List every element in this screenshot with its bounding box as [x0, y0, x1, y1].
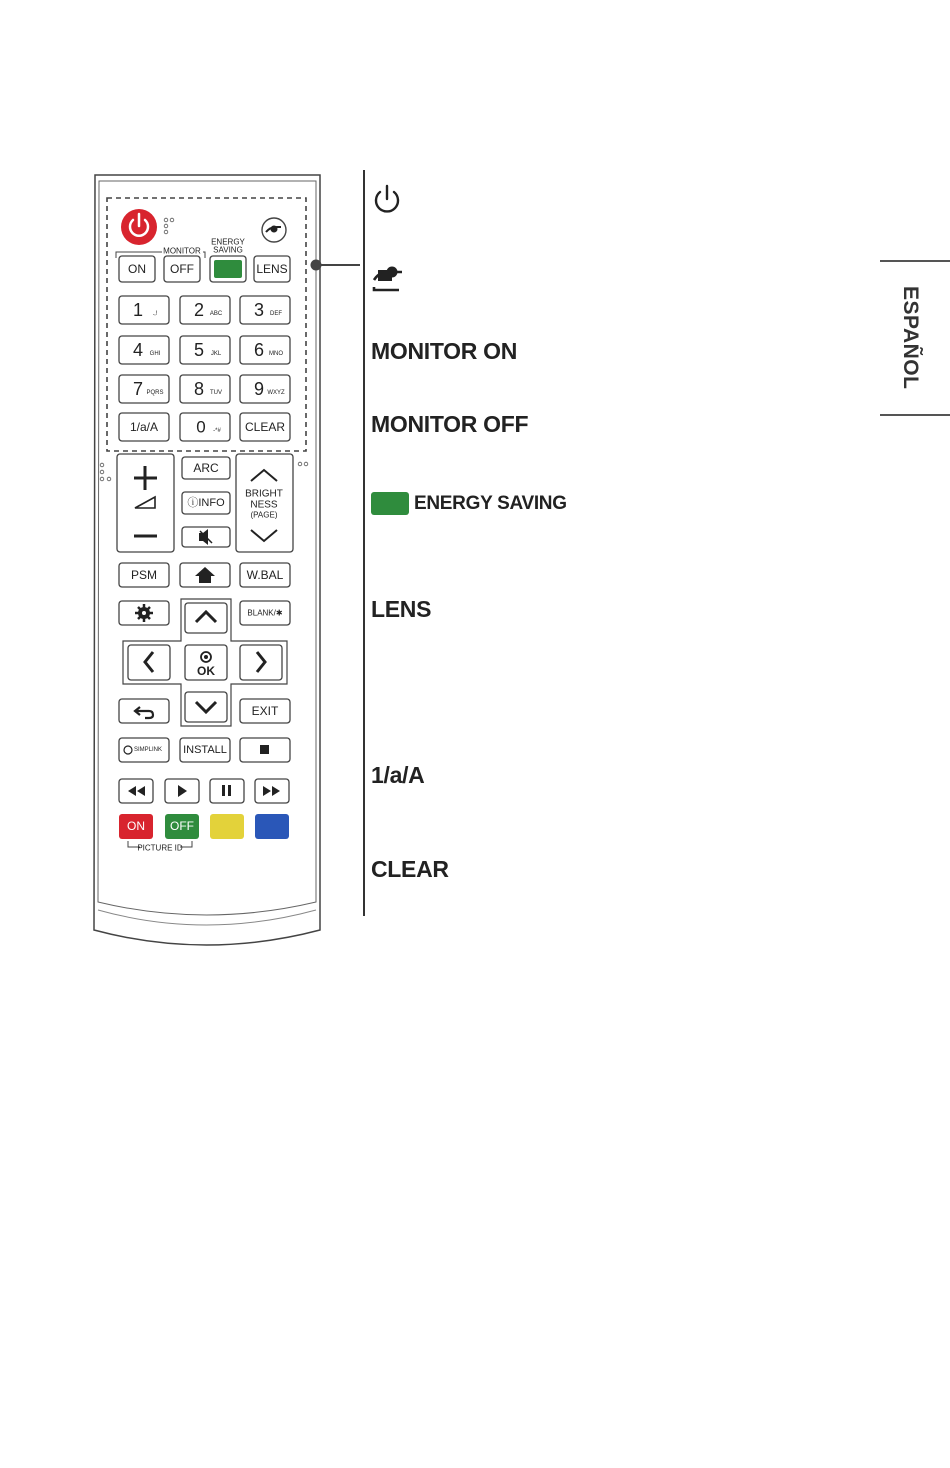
- wbal-button[interactable]: [240, 563, 290, 587]
- volume-rocker[interactable]: [117, 454, 174, 552]
- down-button[interactable]: [185, 692, 227, 722]
- psm-button[interactable]: [119, 563, 169, 587]
- number-key-letters: GHI: [149, 351, 161, 357]
- callout-lens: LENS: [371, 596, 432, 622]
- number-key-digit: 4: [132, 340, 144, 360]
- number-key-1[interactable]: [119, 296, 169, 324]
- description-divider: [363, 170, 365, 916]
- blank-button[interactable]: [240, 601, 290, 625]
- rewind-button[interactable]: [119, 779, 153, 803]
- number-key-digit: 8: [193, 379, 205, 399]
- clear-label: CLEAR: [244, 420, 286, 434]
- monitor-off-button[interactable]: [164, 256, 200, 282]
- blue-button[interactable]: [255, 814, 289, 839]
- zero-digit: 0: [196, 417, 206, 437]
- mode-key-label: 1/a/A: [129, 420, 159, 434]
- brightness-label-3: (PAGE): [250, 510, 278, 520]
- psm-label: PSM: [130, 568, 158, 582]
- number-key-letters: ABC: [209, 311, 223, 317]
- callout-monitor-on: MONITOR ON: [371, 338, 518, 364]
- lens-button[interactable]: [254, 256, 290, 282]
- monitor-off-label: OFF: [170, 262, 194, 276]
- number-key-letters: DEF: [270, 311, 282, 317]
- brightness-label-1: BRIGHT: [245, 488, 283, 500]
- number-key-letters: .,!: [152, 311, 158, 317]
- install-button[interactable]: [180, 738, 230, 762]
- monitor-on-label: ON: [128, 262, 146, 276]
- number-key-letters: TUV: [210, 390, 222, 396]
- red-picture-on-button[interactable]: [119, 814, 153, 839]
- arc-label: ARC: [193, 461, 219, 475]
- home-button[interactable]: [180, 563, 230, 587]
- zero-sub: -*#: [213, 428, 221, 434]
- fast-forward-button[interactable]: [255, 779, 289, 803]
- info-label: ⓘINFO: [187, 497, 225, 509]
- left-button[interactable]: [128, 645, 170, 680]
- install-label: INSTALL: [183, 744, 227, 756]
- callout-energy-saving: [371, 489, 567, 516]
- power-callout: [371, 183, 403, 222]
- language-tab: [880, 260, 950, 416]
- number-key-digit: 2: [193, 300, 205, 320]
- number-key-4[interactable]: [119, 336, 169, 364]
- callout-energy-saving-label: ENERGY SAVING: [414, 492, 567, 514]
- number-key-5[interactable]: [180, 336, 230, 364]
- number-key-digit: 3: [253, 300, 265, 320]
- input-icon: [371, 263, 407, 293]
- wbal-label: W.BAL: [246, 568, 284, 582]
- simplink-label: SIMPLINK: [133, 747, 163, 753]
- pause-button[interactable]: [210, 779, 244, 803]
- energy-saving-button[interactable]: [210, 256, 246, 282]
- number-key-digit: 5: [193, 340, 205, 360]
- input-callout: [371, 263, 407, 298]
- monitor-on-button[interactable]: [119, 256, 155, 282]
- stop-icon: [260, 745, 269, 754]
- blank-label: BLANK/✱: [247, 608, 283, 618]
- brightness-rocker[interactable]: [236, 454, 293, 552]
- picture-on-label: ON: [127, 819, 145, 833]
- number-key-3[interactable]: [240, 296, 290, 324]
- number-key-letters: PQRS: [146, 390, 164, 396]
- number-key-letters: JKL: [210, 351, 222, 357]
- info-button[interactable]: [182, 492, 230, 514]
- number-key-8[interactable]: [180, 375, 230, 403]
- brightness-label-2: NESS: [250, 499, 278, 511]
- arc-button[interactable]: [182, 457, 230, 479]
- number-key-digit: 9: [253, 379, 265, 399]
- right-button[interactable]: [240, 645, 282, 680]
- power-icon: [371, 183, 403, 217]
- callout-clear: CLEAR: [371, 856, 449, 882]
- number-key-9[interactable]: [240, 375, 290, 403]
- number-key-digit: 6: [253, 340, 265, 360]
- monitor-group-label: MONITOR: [163, 246, 201, 256]
- callout-monitor-off: MONITOR OFF: [371, 411, 529, 437]
- callout-mode-key: 1/a/A: [371, 762, 425, 788]
- green-picture-off-button[interactable]: [165, 814, 199, 839]
- language-label: ESPAÑOL: [899, 286, 922, 390]
- picture-off-label: OFF: [170, 819, 194, 833]
- mode-key-button[interactable]: [119, 413, 169, 441]
- settings-button[interactable]: [119, 601, 169, 625]
- energy-saving-swatch: [371, 492, 409, 515]
- zero-button[interactable]: [180, 413, 230, 441]
- number-key-letters: MNO: [269, 351, 283, 357]
- stop-button[interactable]: [240, 738, 290, 762]
- ok-label: OK: [197, 664, 215, 678]
- clear-button[interactable]: [240, 413, 290, 441]
- simplink-button[interactable]: [119, 738, 169, 762]
- lens-label: LENS: [256, 262, 288, 276]
- input-button[interactable]: [262, 218, 286, 242]
- number-key-2[interactable]: [180, 296, 230, 324]
- mute-button[interactable]: [182, 527, 230, 547]
- yellow-button[interactable]: [210, 814, 244, 839]
- back-button[interactable]: [119, 699, 169, 723]
- exit-button[interactable]: [240, 699, 290, 723]
- ok-button[interactable]: [185, 645, 227, 680]
- number-key-7[interactable]: [119, 375, 169, 403]
- energy-saving-label-2: SAVING: [213, 245, 243, 255]
- exit-label: EXIT: [251, 704, 279, 718]
- play-button[interactable]: [165, 779, 199, 803]
- number-keypad: [119, 296, 290, 403]
- picture-id-label: PICTURE ID: [137, 843, 183, 853]
- number-key-letters: WXYZ: [267, 390, 285, 396]
- number-key-digit: 7: [132, 379, 144, 399]
- energy-saving-label-1: ENERGY: [211, 237, 245, 247]
- number-key-digit: 1: [132, 300, 144, 320]
- number-key-6[interactable]: [240, 336, 290, 364]
- power-button[interactable]: [121, 209, 157, 245]
- up-button[interactable]: [185, 603, 227, 633]
